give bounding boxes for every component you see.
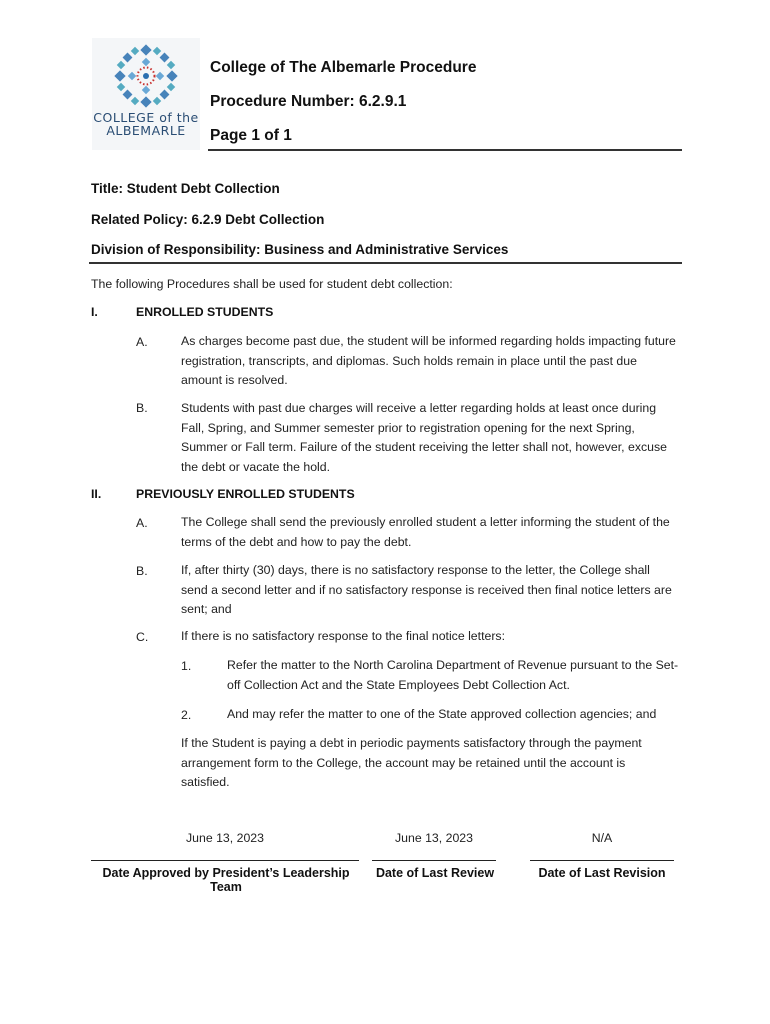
college-logo <box>92 38 200 150</box>
last-review-line <box>372 860 496 861</box>
section-heading: PREVIOUSLY ENROLLED STUDENTS <box>136 487 355 501</box>
intro-text: The following Procedures shall be used for student debt collection: <box>91 277 453 291</box>
division-of-responsibility: Division of Responsibility: Business and Administrative Services <box>91 242 509 257</box>
closing-text: If the Student is paying a debt in periodic payments satisfactory through the payment arrangement form to the College, the account may be retained until the account is satisfied. <box>181 736 642 789</box>
section-numeral: I. <box>91 305 98 319</box>
last-revision-value: N/A <box>591 831 613 845</box>
item-text: As charges become past due, the student will be informed regarding holds impacting future registration, transcripts, and diplomas. Such holds remain in place until the past due amount is resolved. <box>181 334 676 387</box>
procedure-number: Procedure Number: 6.2.9.1 <box>210 93 407 110</box>
last-review-label: Date of Last Review <box>375 866 495 880</box>
logo-text-college: COLLEGE of the <box>93 110 199 125</box>
logo-emblem-icon <box>92 38 200 110</box>
last-revision-label: Date of Last Revision <box>538 866 666 880</box>
item-text: Students with past due charges will receive a letter regarding holds at least once during Fall, Spring, and Summer semester prior to registration opening for the next Spring, Summer or Fall term. Failure of the student receiving the letter shall not, however, excuse the debt or vacate the hold. <box>181 401 667 474</box>
page-number: Page 1 of 1 <box>210 127 292 144</box>
section-heading: ENROLLED STUDENTS <box>136 305 274 319</box>
meta-divider <box>89 262 682 264</box>
approved-date-label: Date Approved by President’s Leadership Team <box>102 866 350 894</box>
section-numeral: II. <box>91 487 102 501</box>
subitem-text: Refer the matter to the North Carolina Department of Revenue pursuant to the Set-off Collection Act and the State Employees Debt Collection Act. <box>227 658 679 692</box>
item-letter: A. <box>136 335 148 349</box>
procedure-title: Title: Student Debt Collection <box>91 181 280 196</box>
subitem-number: 2. <box>181 708 192 722</box>
logo-text-albemarle: ALBEMARLE <box>106 123 186 138</box>
item-letter: B. <box>136 564 148 578</box>
subitem-text: And may refer the matter to one of the State approved collection agencies; and <box>227 707 657 721</box>
approved-date-line <box>91 860 359 861</box>
related-policy: Related Policy: 6.2.9 Debt Collection <box>91 212 325 227</box>
item-text: If, after thirty (30) days, there is no satisfactory response to the letter, the College shall send a second letter and if no satisfactory response is received then final notice letters are sent; and <box>181 563 672 616</box>
last-revision-line <box>530 860 674 861</box>
header-divider <box>208 149 682 151</box>
document-title: College of The Albemarle Procedure <box>210 59 477 76</box>
item-letter: B. <box>136 401 148 415</box>
last-review-value: June 13, 2023 <box>395 831 473 845</box>
item-letter: A. <box>136 516 148 530</box>
approved-date-value: June 13, 2023 <box>186 831 264 845</box>
subitem-number: 1. <box>181 659 192 673</box>
item-text: If there is no satisfactory response to the final notice letters: <box>181 629 505 643</box>
item-text: The College shall send the previously enrolled student a letter informing the student of the terms of the debt and how to pay the debt. <box>181 515 670 549</box>
item-letter: C. <box>136 630 149 644</box>
